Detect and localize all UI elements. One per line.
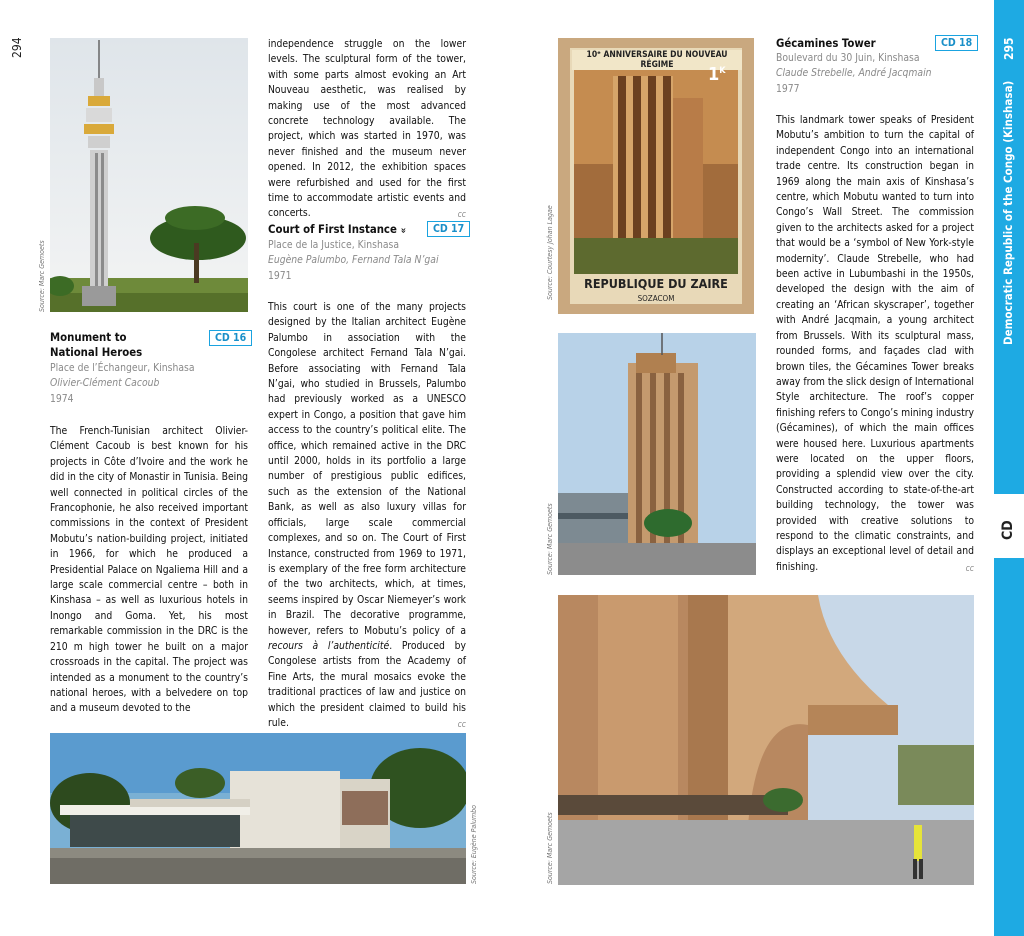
cd17-title	[268, 222, 409, 238]
stamp-value-number: 1	[708, 64, 720, 85]
double-chevron-icon: »	[397, 227, 409, 234]
cd17-year: 1971	[268, 269, 292, 282]
cd16-title-line1: Monument to	[50, 331, 127, 344]
cd17-body-b: . Produced by Congolese artists from the Academy of Fine Arts, the mural mosaics evoke the traditional practices of law and justice on which the president claimed to build his rule.	[268, 639, 466, 729]
tower-base-photo	[558, 595, 974, 885]
cd18-address: Boulevard du 30 Juin, Kinshasa	[776, 52, 920, 64]
cd18-author: cc	[965, 563, 974, 574]
cd18-meta	[776, 51, 986, 97]
cd18-architect: Claude Strebelle, André Jacqmain	[776, 67, 932, 80]
cd16-year: 1974	[50, 392, 74, 405]
stamp-country: REPUBLIQUE DU ZAIRE	[584, 276, 728, 291]
stamp-photo-credit: Source: Courtesy Johan Lagae	[546, 205, 554, 300]
court-photo	[50, 733, 466, 884]
cd18-body-text: This landmark tower speaks of President Mobutu’s ambition to turn the capital of independent Congo into an international trade centre. Its construction began in 1969 along the main axis of Kinshasa’s centre, which Mobutu wanted to turn into Congo’s Wall Street. The commission given to the architects asked for a project that would be a ‘symbol of New York-style modernity’. Claude Strebelle, who had been active in Lubumbashi in the 1950s, developed the design with the aim of creating an ‘African skyscraper’, together with André Jacqmain, a young architect from Brussels. With its sculptural mass, rounded forms, and façades clad with brown tiles, the Gécamines Tower breaks away from the slick design of International Style architecture. The roof’s copper finishing refers to Congo’s mining industry (Gécamines), of which the main offices were housed here. Luxurious apartments were located on the upper floors, providing a splendid view over the city. Constructed according to state-of-the-art building technology, the tower was provided with creative solutions to respond to the climatic constraints, and displays an exceptional level of detail and finishing.	[776, 114, 974, 573]
cd17-body-a: This court is one of the many projects designed by the Italian architect Eugène Palumbo in association with the Congolese architect Fernand Tala N’gai. Before associating with Fernand Tala N’gai, who studied in Brussels, Palumbo had previously worked as a UNESCO expert in Congo, a position that gave him access to the country’s political elite. The office, which remained active in the DRC until 2000, holds in its portfolio a large number of prestigious public edifices, such as the extension of the National Bank, as well as also luxury villas for officials, large scale commercial complexes, and so on. The Court of First Instance, constructed from 1969 to 1971, is exemplary of the free form architecture of the two architects, which, at times, seems inspired by Oscar Niemeyer’s work in Brazil. The decorative programme, however, refers to Mobutu’s policy of a	[268, 301, 466, 637]
cd18-body	[776, 113, 974, 577]
cd18-badge: CD 18	[935, 35, 978, 51]
page-number-left: 294	[10, 37, 24, 58]
cd16-architect: Olivier-Clément Cacoub	[50, 377, 160, 390]
cd17-title-text: Court of First Instance	[268, 223, 397, 236]
cd17-author: cc	[457, 719, 466, 730]
cd16-badge: CD 16	[209, 330, 252, 346]
cd17-body	[268, 300, 466, 733]
cd17-badge: CD 17	[427, 221, 470, 237]
tower-photo	[558, 333, 756, 575]
cd16-body: The French-Tunisian architect Olivier-Clément Cacoub is best known for his projects in Côte d’Ivoire and the work he did in the city of Monastir in Tunisia. Being well connected in political circles of the Francophonie, he also received important commissions in the context of President Mobutu’s nation-building project, initiated in 1966, for which he produced a Presidential Palace on Ngaliema Hill and a large scale commercial centre – both in Kinshasa – as well as luxurious hotels in Inongo and Goma. Yet, his most remarkable commission in the DRC is the 210 m high tower he built on a major crossroads in the capital. The project was intended as a monument to the country’s national heroes, with a belvedere on top and a museum devoted to the	[50, 425, 248, 715]
cd16-body-cont-text: independence struggle on the lower levels. The sculptural form of the tower, with some parts almost evoking an Art Nouveau aesthetic, was realised by making use of the most advanced concrete technology available. The project, which was started in 1970, was never finished and the museum never opened. In 2012, the exhibition spaces were refurbished and used for the first time to accommodate artistic events and concerts.	[268, 38, 466, 220]
cd16-address: Place de l’Échangeur, Kinshasa	[50, 362, 195, 374]
cd17-architect: Eugène Palumbo, Fernand Tala N’gai	[268, 254, 439, 267]
stamp-value-unit: K	[719, 66, 726, 76]
stamp-header-text: 10ᵉ ANNIVERSAIRE DU NOUVEAU RÉGIME	[572, 50, 742, 70]
stamp-printer: SOZACOM	[637, 294, 675, 303]
monument-photo	[50, 38, 248, 312]
cd18-title: Gécamines Tower	[776, 37, 876, 50]
cd16-author: cc	[457, 210, 466, 221]
tower-base-photo-credit: Source: Marc Gemoets	[546, 812, 554, 884]
cd17-address: Place de la Justice, Kinshasa	[268, 239, 399, 251]
cd18-year: 1977	[776, 82, 800, 95]
cd17-body-em: recours à l’authenticité	[268, 639, 390, 652]
sidebar-content	[994, 0, 1024, 936]
stamp-photo	[558, 38, 754, 314]
cd16-meta	[50, 361, 250, 407]
sidebar-country-title: Democratic Republic of the Congo (Kinshasa)	[1001, 80, 1015, 345]
monument-photo-credit: Source: Marc Gemoets	[38, 240, 46, 312]
cd17-meta	[268, 238, 468, 284]
stamp-value	[708, 64, 726, 85]
sidebar-country-code: CD	[1000, 520, 1016, 540]
cd16-body-continued	[268, 37, 466, 224]
tower-photo-credit: Source: Marc Gemoets	[546, 503, 554, 575]
cd16-title-line2: National Heroes	[50, 346, 143, 359]
court-photo-credit: Source: Eugène Palumbo	[470, 805, 478, 884]
page-number-right: 295	[1002, 37, 1016, 60]
cd16-title	[50, 330, 200, 360]
